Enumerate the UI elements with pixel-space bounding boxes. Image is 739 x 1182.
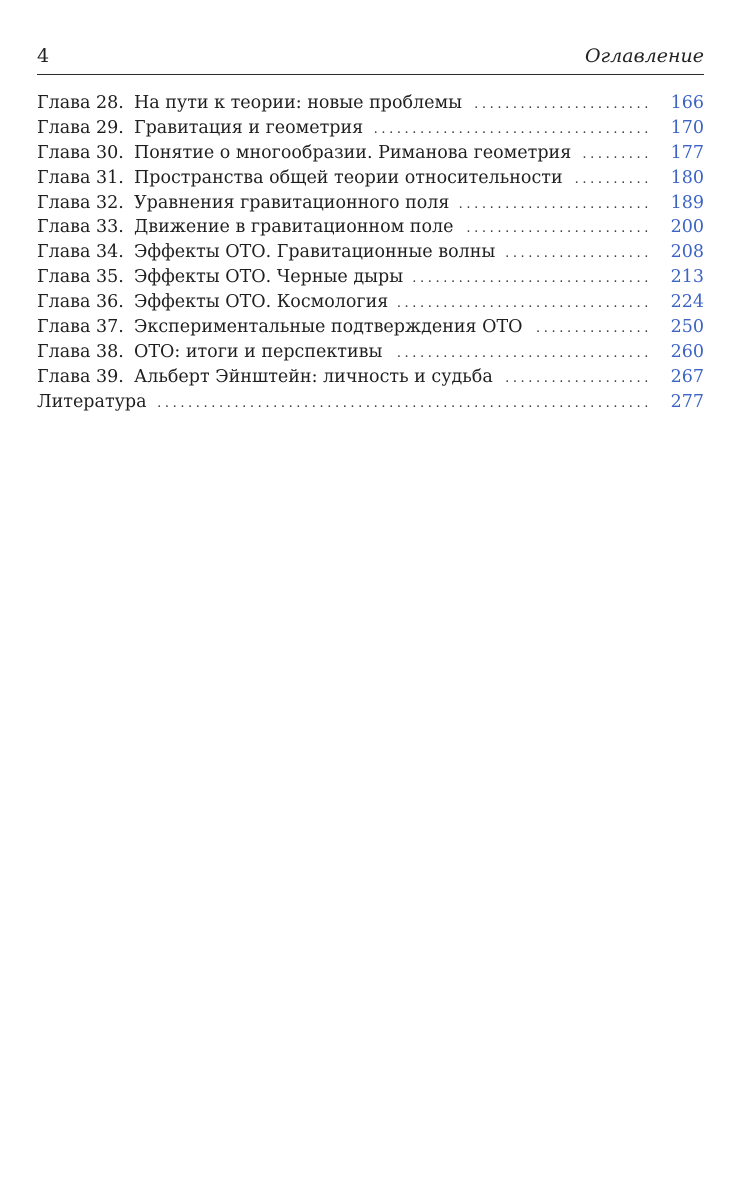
chapter-title: Литература (37, 391, 147, 412)
dot-leader (505, 242, 652, 267)
toc-entry-chapter-37[interactable] (37, 315, 704, 340)
dot-leader (398, 292, 652, 317)
chapter-title: ОТО: итоги и перспективы (134, 341, 383, 362)
page-link[interactable]: 213 (670, 267, 704, 288)
chapter-title: Эффекты ОТО. Космология (134, 292, 389, 313)
page-link[interactable]: 170 (670, 117, 704, 138)
chapter-title: Гравитация и геометрия (134, 117, 364, 138)
toc-entry-chapter-35[interactable] (37, 265, 704, 290)
chapter-label: Глава 38. (37, 341, 124, 362)
toc-entry-chapter-28[interactable] (37, 91, 704, 116)
page-link[interactable]: 208 (670, 242, 704, 263)
page-number: 4 (37, 45, 50, 67)
dot-leader (463, 217, 652, 242)
page-link[interactable]: 189 (670, 192, 704, 213)
toc-entry-chapter-38[interactable] (37, 340, 704, 365)
dot-leader (533, 317, 652, 342)
chapter-label: Глава 31. (37, 167, 124, 188)
chapter-title: На пути к теории: новые проблемы (134, 93, 463, 113)
dot-leader (413, 267, 652, 292)
chapter-label: Глава 33. (37, 217, 124, 238)
page-link[interactable]: 277 (670, 391, 704, 412)
page-link[interactable]: 200 (670, 217, 704, 238)
chapter-label: Глава 28. (37, 93, 124, 113)
table-of-contents (37, 91, 704, 415)
chapter-label: Глава 36. (37, 292, 124, 313)
dot-leader (573, 168, 652, 193)
section-title: Оглавление (584, 45, 704, 67)
chapter-label: Глава 30. (37, 142, 124, 163)
chapter-title: Экспериментальные подтверждения ОТО (134, 317, 523, 338)
dot-leader (459, 193, 652, 218)
dot-leader (392, 342, 652, 367)
chapter-label: Глава 37. (37, 317, 124, 338)
toc-entry-chapter-34[interactable] (37, 240, 704, 265)
toc-entry-chapter-32[interactable] (37, 191, 704, 216)
page-link[interactable]: 224 (670, 292, 704, 313)
toc-entry-chapter-39[interactable] (37, 365, 704, 390)
page-link[interactable]: 260 (670, 341, 704, 362)
toc-entry-chapter-33[interactable] (37, 215, 704, 240)
chapter-label: Глава 32. (37, 192, 124, 213)
page-link[interactable]: 267 (670, 366, 704, 387)
chapter-title: Движение в гравитационном поле (134, 217, 454, 238)
chapter-title: Эффекты ОТО. Черные дыры (134, 267, 404, 288)
page-link[interactable]: 177 (670, 142, 704, 163)
chapter-label: Глава 34. (37, 242, 124, 263)
chapter-title: Эффекты ОТО. Гравитационные волны (134, 242, 496, 263)
chapter-title: Понятие о многообразии. Риманова геометрия (134, 142, 572, 163)
dot-leader (503, 367, 652, 392)
chapter-title: Уравнения гравитационного поля (134, 192, 450, 213)
toc-entry-references[interactable] (37, 390, 704, 415)
dot-leader (472, 93, 652, 118)
dot-leader (373, 118, 652, 143)
chapter-label: Глава 29. (37, 117, 124, 138)
page-link[interactable]: 250 (670, 317, 704, 338)
chapter-label: Глава 35. (37, 267, 124, 288)
page-link[interactable]: 180 (670, 167, 704, 188)
dot-leader (157, 392, 652, 417)
chapter-label: Глава 39. (37, 366, 124, 387)
chapter-title: Альберт Эйнштейн: личность и судьба (134, 366, 493, 387)
chapter-title: Пространства общей теории относительности (134, 167, 563, 188)
page (37, 44, 704, 412)
toc-entry-chapter-31[interactable] (37, 166, 704, 191)
toc-entry-chapter-36[interactable] (37, 290, 704, 315)
page-link[interactable]: 166 (670, 93, 704, 113)
dot-leader (581, 143, 652, 168)
toc-entry-chapter-29[interactable] (37, 116, 704, 141)
running-head (37, 44, 704, 75)
toc-entry-chapter-30[interactable] (37, 141, 704, 166)
